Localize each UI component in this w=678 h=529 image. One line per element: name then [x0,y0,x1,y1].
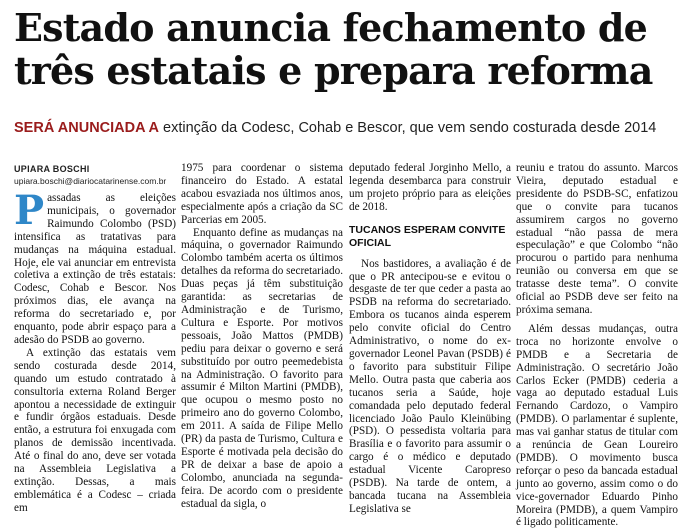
headline [14,6,670,92]
article-paragraph: 1975 para coordenar o sistema financeiro do Estado. A estatal acabou esvaziada nos últimos anos, especialmente após a criação da SC Parcerias em 2005. [181,162,343,226]
article-paragraph: reuniu e tratou do assunto. Marcos Vieira, deputado estadual e presidente do PSDB-SC, enfatizou que o convite para tucanos assumirem cargos no governo estadual “não passa de mera especulação” e que Colombo “não procurou o partido para nenhuma reunião ou conversa em que se tratasse deste tema”. O convite oficial ao PSDB deve ser feito na próxima semana. [516,162,678,316]
article-paragraph: Nos bastidores, a avaliação é de que o PR antecipou-se e evitou o desgaste de ter que ceder a pasta ao PSDB na reforma do secretariado. Embora os tucanos ainda esperem pelo convite oficial do Centro Administrativo, o nome do ex-governador Leonel Pavan (PSDB) é o favorito para substituir Filipe Mello. Outra pasta que caberia aos tucanos seria a Saúde, hoje comandada pelo deputado federal licenciado João Paulo Kleinübing (PSD). O pessedista voltaria para Brasília e o favorito para assumir o cargo é o médico e deputado estadual Vicente Caropreso (PSDB). Na tarde de ontem, a bancada tucana na Assembleia Legislativa se [349,257,511,515]
paragraph-text: assadas as eleições municipais, o governador Raimundo Colombo (PSD) intensifica as tratativas para mudanças na máquina estadual. Hoje, ele vai anunciar em entrevista coletiva a extinção de três estatais: Codesc, Cohab e Bescor. Nos próximos dias, ele avança na reforma do secretariado e, por enquanto, pode abrir espaço para a adesão do PSDB ao governo. [14,192,176,346]
headline-line-2: três estatais e prepara reforma [14,48,653,93]
article-column-4 [516,162,678,529]
subheadline-lead: SERÁ ANUNCIADA A [14,120,159,136]
subheadline-text: extinção da Codesc, Cohab e Bescor, que vem sendo costurada desde 2014 [159,120,657,136]
headline-line-1: Estado anuncia fechamento de [14,5,648,50]
author-name: UPIARA BOSCHI [14,164,90,174]
article-column-2 [181,162,343,510]
section-heading: TUCANOS ESPERAM CONVITE OFICIAL [349,223,506,249]
article-column-1 [14,187,176,514]
article-paragraph: A extinção das estatais vem sendo costurada desde 2014, quando um estudo contratado à consultoria externa Roland Berger apontou a necessidade de extinguir e fundir órgãos estaduais. Desde então, a estrutura foi enxugada com planos de demissão incentivada. Até o final do ano, deve ser votada na Assembleia Legislativa a extinção. Dessas, a mais emblemática é a Codesc – criada em [14,346,176,514]
byline [14,163,174,187]
drop-cap: P [14,187,45,234]
author-email[interactable]: upiara.boschi@diariocatarinense.com.br [14,176,167,186]
article-column-3 [349,162,511,515]
article-paragraph: deputado federal Jorginho Mello, a legenda desembarca para construir um projeto próprio para as eleições de 2018. [349,162,511,213]
subheadline [14,118,674,138]
article-paragraph: Enquanto define as mudanças na máquina, o governador Raimundo Colombo também acerta os últimos detalhes da reforma do secretariado. Duas peças já têm substituição garantida: as secretarias de Administração e de Turismo, Cultura e Esporte. Por motivos pessoais, João Mattos (PMDB) pediu para deixar o governo e será substituído por outro peemedebista na Administração. O favorito para assumir é Milton Martini (PMDB), que ocupou o mesmo posto no primeiro ano do governo Colombo, em 2011. A saída de Filipe Mello (PR) da pasta de Turismo, Cultura e Esporte é motivada pela decisão do PR de deixar a base de apoio a Colombo, anunciada na segunda-feira. De acordo com o presidente estadual da sigla, o [181,226,343,510]
article-paragraph: Além dessas mudanças, outra troca no horizonte envolve o PMDB e a Secretaria de Administração. O secretário João Carlos Ecker (PMDB) cederia a vaga ao deputado estadual Luis Fernando Cardozo, o Vampiro (PMDB). O parlamentar é suplente, mas vai ganhar status de titular com a renúncia de Gean Loureiro (PMDB). O movimento busca reforçar o peso da bancada estadual junto ao governo, assim como o do vice-governador Eduardo Pinho Moreira (PMDB), a quem Vampiro é ligado politicamente. [516,322,678,529]
article-paragraph [14,187,176,347]
